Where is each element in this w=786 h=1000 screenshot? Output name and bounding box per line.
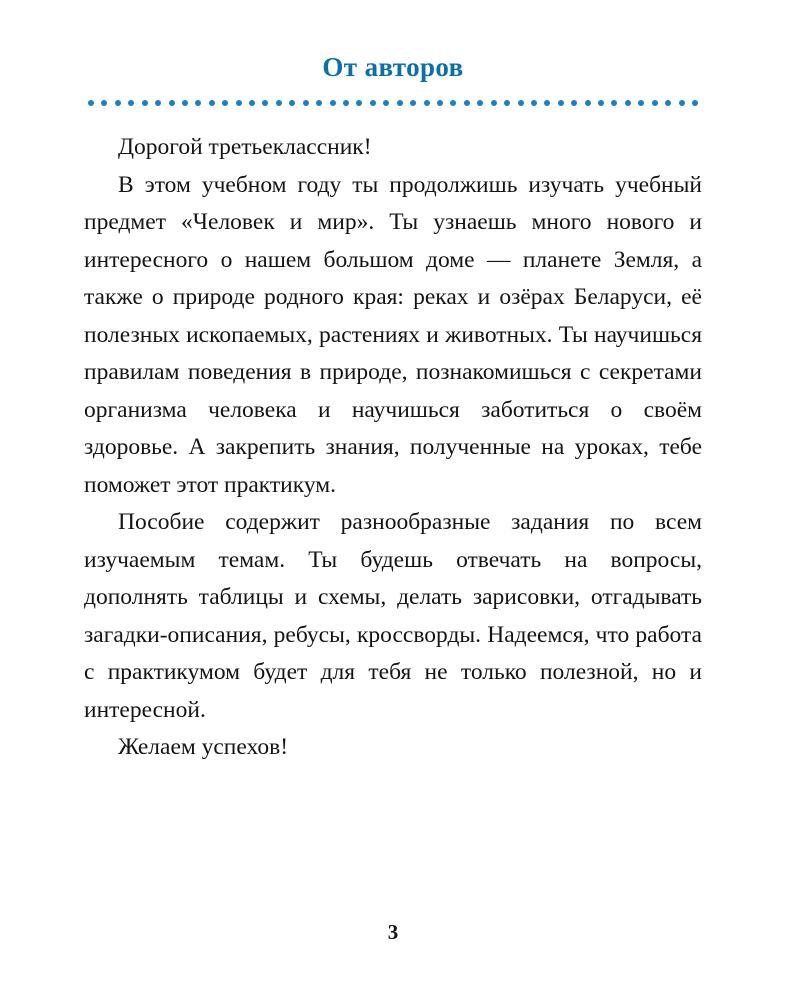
- page-title: От авторов: [322, 52, 464, 82]
- rule-dot: [370, 100, 376, 106]
- rule-dot: [692, 100, 698, 106]
- rule-dot: [397, 100, 403, 106]
- rule-dot: [276, 100, 282, 106]
- rule-dot: [182, 100, 188, 106]
- paragraph: Пособие содержит разнообразные задания по всем изучаемым темам. Ты будешь отвечать на вопросы, дополнять таблицы и схемы, делать зарисовки, отгадывать загадки-описания, ребусы, кроссворды. Надеемся, что работа с практикумом будет для тебя не только полезной, но и интересной.: [84, 509, 702, 723]
- rule-dot: [558, 100, 564, 106]
- rule-dot: [424, 100, 430, 106]
- decorative-dot-rule: [88, 99, 698, 107]
- rule-dot: [343, 100, 349, 106]
- rule-dot: [531, 100, 537, 106]
- rule-dot: [518, 100, 524, 106]
- rule-dot: [544, 100, 550, 106]
- rule-dot: [625, 100, 631, 106]
- body-text: [84, 129, 702, 767]
- rule-dot: [88, 100, 94, 106]
- rule-dot: [410, 100, 416, 106]
- rule-dot: [222, 100, 228, 106]
- paragraph: Дорогой третьеклассник!: [118, 134, 372, 160]
- rule-dot: [598, 100, 604, 106]
- rule-dot: [101, 100, 107, 106]
- rule-dot: [262, 100, 268, 106]
- rule-dot: [383, 100, 389, 106]
- rule-dot: [289, 100, 295, 106]
- rule-dot: [209, 100, 215, 106]
- rule-dot: [195, 100, 201, 106]
- rule-dot: [249, 100, 255, 106]
- rule-dot: [450, 100, 456, 106]
- rule-dot: [128, 100, 134, 106]
- rule-dot: [571, 100, 577, 106]
- rule-dot: [356, 100, 362, 106]
- rule-dot: [142, 100, 148, 106]
- rule-dot: [652, 100, 658, 106]
- rule-dot: [115, 100, 121, 106]
- rule-dot: [504, 100, 510, 106]
- rule-dot: [638, 100, 644, 106]
- rule-dot: [464, 100, 470, 106]
- paragraph: Желаем успехов!: [118, 734, 289, 760]
- rule-dot: [303, 100, 309, 106]
- rule-dot: [477, 100, 483, 106]
- rule-dot: [155, 100, 161, 106]
- rule-dot: [665, 100, 671, 106]
- rule-dot: [491, 100, 497, 106]
- rule-dot: [437, 100, 443, 106]
- rule-dot: [611, 100, 617, 106]
- rule-dot: [236, 100, 242, 106]
- rule-dot: [169, 100, 175, 106]
- rule-dot: [585, 100, 591, 106]
- rule-dot: [316, 100, 322, 106]
- rule-dot: [679, 100, 685, 106]
- rule-dot: [330, 100, 336, 106]
- page-number: 3: [387, 920, 399, 944]
- paragraph: В этом учебном году ты продолжишь изучать учебный предмет «Человек и мир». Ты узнаешь много нового и интересного о нашем большом доме — планете Земля, а также о природе родного края: реках и озёрах Беларуси, её полезных ископаемых, растениях и животных. Ты научишься правилам поведения в природе, познакомишься с секретами организма человека и научишься заботиться о своём здоровье. А закрепить знания, полученные на уроках, тебе поможет этот практикум.: [84, 171, 702, 498]
